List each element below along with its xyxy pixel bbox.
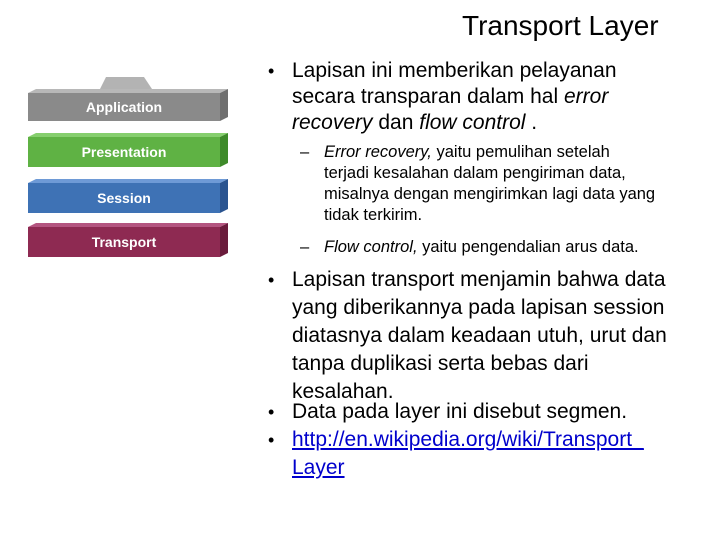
bullet-dot: • — [268, 430, 275, 450]
slide-title: Transport Layer — [462, 10, 659, 41]
sub-bullet-flow-control: – Flow control, yaitu pengendalian arus data. — [300, 238, 639, 256]
bullet-1-line-3: recovery dan flow control . — [292, 111, 538, 134]
osi-layer-stack-image — [24, 75, 234, 265]
bullet-1-line-1: Lapisan ini memberikan pelayanan — [292, 59, 617, 82]
bullet-1-line-2: secara transparan dalam hal error — [292, 85, 609, 108]
layer-label-transport: Transport — [91, 234, 157, 250]
layer-label-presentation: Presentation — [81, 144, 167, 160]
osi-stack-svg — [24, 75, 234, 265]
sub-bullet-dash: – — [300, 238, 310, 256]
bullet-dot: • — [268, 270, 275, 290]
layer-label-session: Session — [97, 190, 151, 206]
bullet-4 — [268, 426, 644, 482]
bullet-dot: • — [268, 402, 275, 422]
sub-bullet-error-recovery: – Error recovery, yaitu pemulihan setelah terjadi kesalahan dalam pengiriman data, misalnya dengan mengirimkan lagi data yang tidak terkirim. — [300, 143, 656, 224]
sub-bullet-dash: – — [300, 143, 310, 161]
wikipedia-link[interactable]: http://en.wikipedia.org/wiki/Transport_ Layer — [292, 428, 644, 479]
bullet-dot: • — [268, 61, 275, 81]
layer-label-application: Application — [85, 99, 163, 115]
bullet-3: • Data pada layer ini disebut segmen. — [268, 398, 627, 426]
bullet-2: • Lapisan transport menjamin bahwa data yang diberikannya pada lapisan session diatasnya dalam keadaan utuh, urut dan tanpa duplikasi serta bebas dari kesalahan. — [268, 268, 667, 403]
bullet-1 — [268, 58, 617, 136]
